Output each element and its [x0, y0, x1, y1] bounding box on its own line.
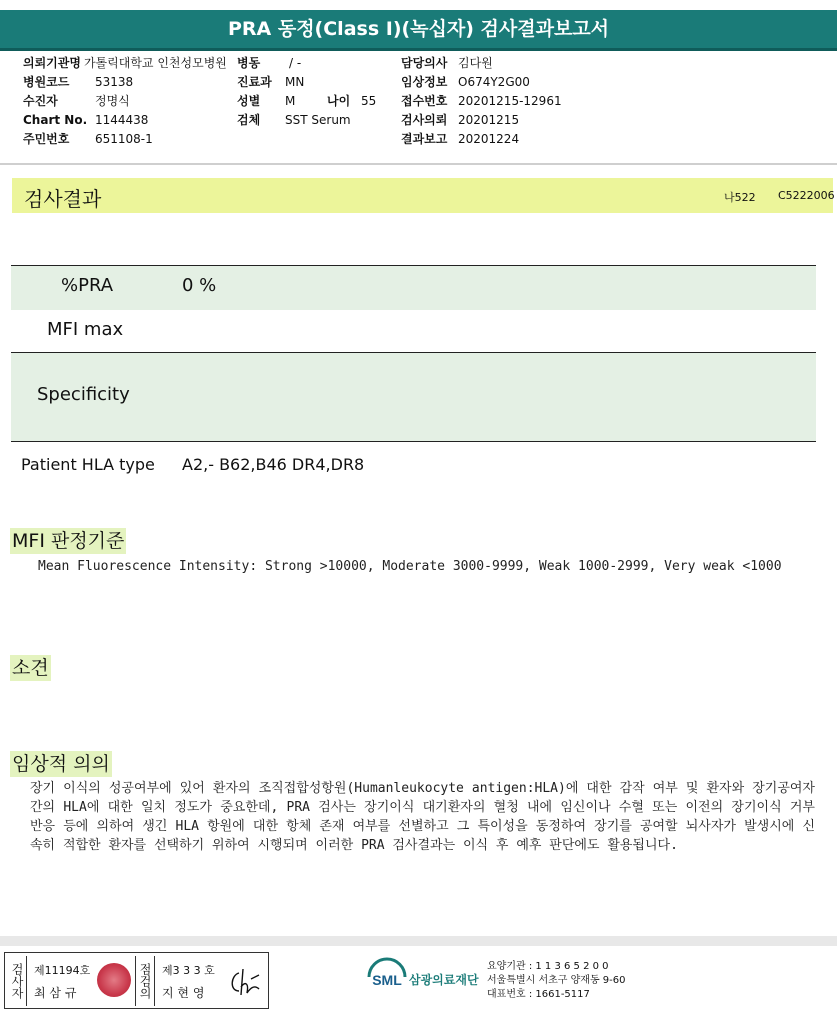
report-title: PRA 동정(Class I)(녹십자) 검사결과보고서 [0, 10, 837, 51]
field-value: M [285, 94, 296, 108]
logo-text: SML [372, 972, 402, 988]
age-value: 55 [361, 94, 377, 108]
clinical-text: 장기 이식의 성공여부에 있어 환자의 조직접합성항원(Humanleukocyte antigen:HLA)에 대한 감작 여부 및 환자와 장기공여자간의 HLA에 대한 일치 정도가 중요한데, PRA 검사는 장기이식 대기환자의 혈청 내에 임신이나 수혈 또는 이전의 장기이식 거부반응 등에 의하여 생긴 HLA 항원에 대한 항체 존재 여부를 선별하고 그 특이성을 동정하여 장기를 공여할 뇌사자가 발생시에 신속히 적합한 환자를 선택하기 위하여 시행되며 이러한 PRA 검사결과는 이식 후 예후 판단에도 활용됩니다. [30, 781, 815, 853]
inspector-vlabel: 점검의 [135, 956, 155, 1006]
org-line-2: 서울특별시 서초구 양재동 9-60 [487, 975, 626, 986]
field-value: 김다원 [458, 56, 493, 70]
field-label: 진료과 [237, 75, 272, 89]
examiner-name: 최 삼 규 [34, 986, 77, 1000]
mfi-max-row [11, 310, 816, 353]
mfi-max-label: MFI max [47, 319, 124, 340]
field-value: 정명식 [95, 94, 130, 108]
field-label: 검체 [237, 113, 261, 127]
field-value: 20201215 [458, 113, 520, 127]
field-value: 가톨릭대학교 인천성모병원 [83, 56, 227, 70]
mfi-criteria-title: MFI 판정기준 [12, 530, 125, 552]
field-label: 담당의사 [401, 56, 448, 70]
field-value: O674Y2G00 [458, 75, 530, 89]
results-code-1: 나522 [724, 191, 756, 204]
field-label: 임상정보 [401, 75, 448, 89]
examiner-vlabel: 검사자 [8, 956, 27, 1006]
specificity-row [11, 353, 816, 442]
pra-label: %PRA [61, 275, 114, 296]
results-section-bar [12, 178, 833, 213]
header-col1 [23, 54, 227, 149]
pra-value: 0 % [182, 275, 217, 296]
field-label: 주민번호 [23, 132, 70, 146]
field-label: 접수번호 [401, 94, 448, 108]
clinical-title: 임상적 의의 [12, 753, 110, 775]
org-name: 삼광의료재단 [409, 973, 479, 987]
hla-label: Patient HLA type [21, 455, 155, 474]
hla-row [11, 442, 816, 486]
header-col3 [401, 54, 601, 149]
field-value: 20201215-12961 [458, 94, 562, 108]
field-value: 651108-1 [95, 132, 153, 146]
pra-row [11, 265, 816, 311]
field-label: 수진자 [23, 94, 58, 108]
field-label: Chart No. [23, 113, 88, 127]
org-line-3: 대표번호 : 1661-5117 [487, 989, 590, 1000]
field-value: 20201224 [458, 132, 520, 146]
field-label: 결과보고 [401, 132, 448, 146]
field-label: 병동 [237, 56, 261, 70]
inspector-signature [225, 961, 265, 1001]
field-value: 1144438 [95, 113, 149, 127]
footer-divider [0, 936, 837, 946]
results-code-2: C5222006 [778, 189, 835, 202]
header-col2 [237, 54, 387, 130]
field-value: MN [285, 75, 305, 89]
inspector-name: 지 현 영 [162, 986, 205, 1000]
org-info [487, 960, 626, 1002]
age-label: 나이 [327, 94, 351, 108]
field-label: 의뢰기관명 [23, 56, 81, 70]
field-value: / - [289, 56, 302, 70]
signature-box [4, 952, 269, 1009]
results-section-title: 검사결과 [24, 187, 102, 211]
examiner-number: 제11194호 [34, 964, 91, 977]
sml-logo [365, 957, 405, 997]
mfi-criteria-text: Mean Fluorescence Intensity: Strong >10000, Moderate 3000-9999, Weak 1000-2999, Very weak <1000 [38, 559, 782, 574]
field-value: 53138 [95, 75, 134, 89]
field-value: SST Serum [285, 113, 351, 127]
field-label: 검사의뢰 [401, 113, 448, 127]
examiner-seal [97, 963, 131, 997]
field-label: 병원코드 [23, 75, 70, 89]
inspector-number: 제3 3 3 호 [162, 964, 215, 977]
org-line-1: 요양기관 : 1 1 3 6 5 2 0 0 [487, 961, 609, 972]
field-label: 성별 [237, 94, 261, 108]
header-divider [0, 163, 837, 165]
hla-value: A2,- B62,B46 DR4,DR8 [182, 455, 365, 474]
specificity-label: Specificity [37, 384, 130, 405]
opinion-title: 소견 [12, 657, 49, 679]
